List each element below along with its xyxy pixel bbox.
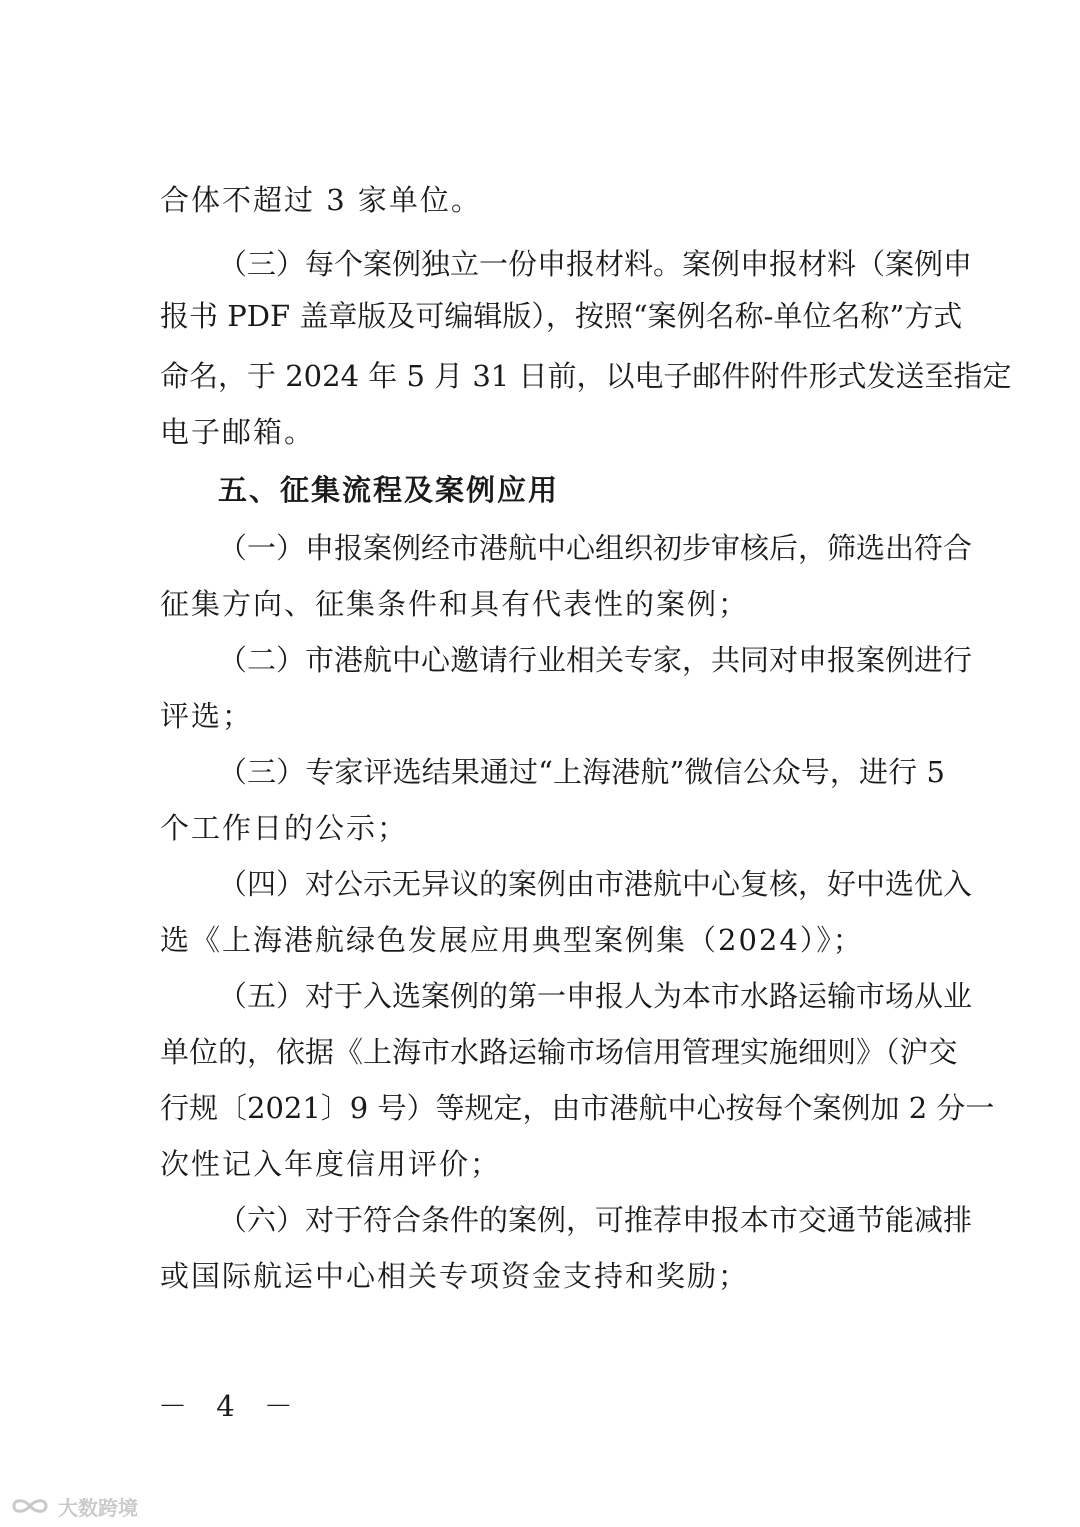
paragraph-line: 单位的，依据《上海市水路运输市场信用管理实施细则》（沪交 [160,1035,958,1069]
paragraph-line: 选《上海港航绿色发展应用典型案例集（2024）》； [160,923,864,957]
paragraph-line: 评选； [160,699,254,733]
watermark [8,1492,138,1520]
paragraph-line: （五）对于入选案例的第一申报人为本市水路运输市场从业 [218,979,973,1013]
paragraph-line: 或国际航运中心相关专项资金支持和奖励； [160,1259,750,1293]
paragraph-line: 个工作日的公示； [160,811,409,845]
paragraph-line: 行规〔2021〕9 号）等规定，由市港航中心按每个案例加 2 分一 [160,1091,995,1125]
paragraph-line: （三）专家评选结果通过“上海港航”微信公众号，进行 5 [218,755,945,789]
paragraph-line: 征集方向、征集条件和具有代表性的案例； [160,587,750,621]
paragraph-line: （一）申报案例经市港航中心组织初步审核后，筛选出符合 [218,531,973,565]
watermark-text: 大数跨境 [58,1495,138,1520]
paragraph-line: 报书 PDF 盖章版及可编辑版），按照“案例名称-单位名称”方式 [160,299,963,333]
paragraph-line: 合体不超过 3 家单位。 [160,183,482,217]
section-heading: 五、征集流程及案例应用 [218,473,560,507]
paragraph-line: （六）对于符合条件的案例，可推荐申报本市交通节能减排 [218,1203,973,1237]
paragraph-line: 电子邮箱。 [160,415,316,449]
infinity-logo-icon [8,1494,52,1518]
paragraph-line: （四）对公示无异议的案例由市港航中心复核，好中选优入 [218,867,973,901]
page-number: － 4 － [158,1389,303,1423]
paragraph-line: 命名，于 2024 年 5 月 31 日前，以电子邮件附件形式发送至指定 [160,359,1012,393]
paragraph-line: （三）每个案例独立一份申报材料。案例申报材料（案例申 [218,247,973,281]
paragraph-line: 次性记入年度信用评价； [160,1147,502,1181]
paragraph-line: （二）市港航中心邀请行业相关专家，共同对申报案例进行 [218,643,973,677]
